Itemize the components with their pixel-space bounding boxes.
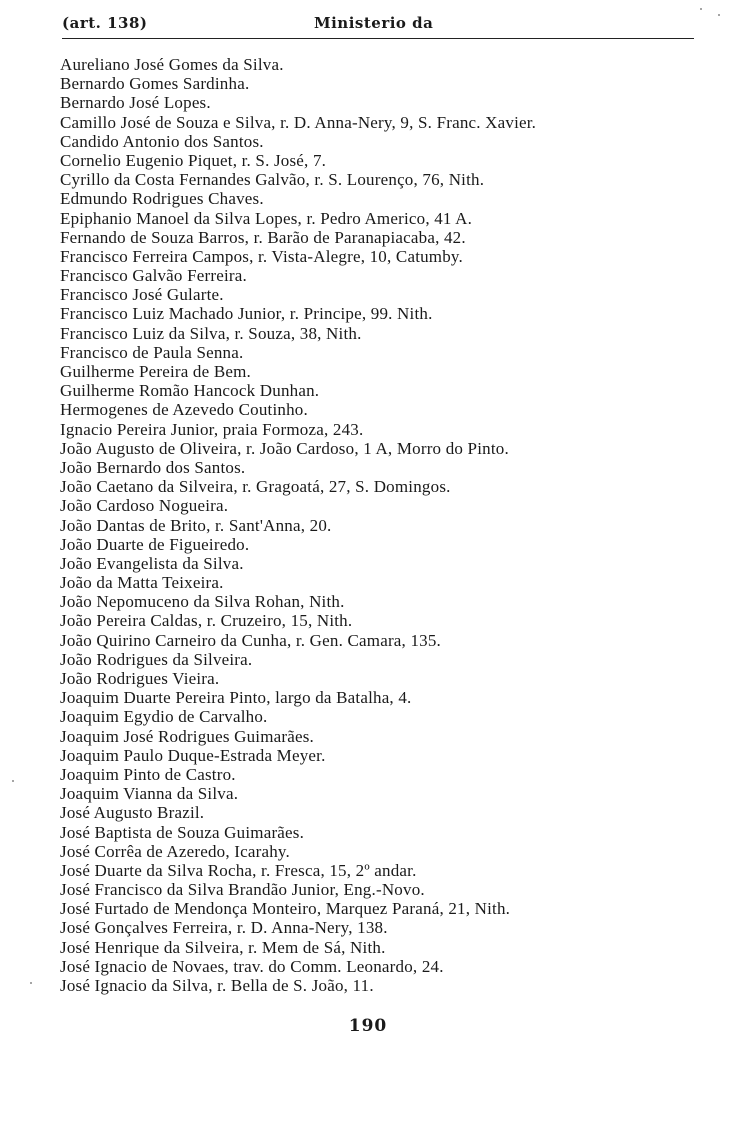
- list-item: Fernando de Souza Barros, r. Barão de Paranapiacaba, 42.: [60, 227, 466, 247]
- list-item: João Nepomuceno da Silva Rohan, Nith.: [60, 592, 345, 612]
- list-item: José Furtado de Mendonça Monteiro, Marquez Paraná, 21, Nith.: [60, 899, 511, 919]
- list-item: João Rodrigues da Silveira.: [60, 649, 253, 669]
- list-item: João Augusto de Oliveira, r. João Cardoso, 1 A, Morro do Pinto.: [60, 438, 509, 458]
- list-item: José Henrique da Silveira, r. Mem de Sá, Nith.: [60, 937, 386, 957]
- name-list: [60, 55, 700, 995]
- list-item: José Augusto Brazil.: [60, 803, 205, 823]
- list-item: João Bernardo dos Santos.: [60, 457, 246, 477]
- list-item: Joaquim Duarte Pereira Pinto, largo da Batalha, 4.: [60, 688, 412, 708]
- list-item: Hermogenes de Azevedo Coutinho.: [60, 400, 308, 420]
- list-item: Joaquim Egydio de Carvalho.: [60, 707, 268, 727]
- list-item: João Pereira Caldas, r. Cruzeiro, 15, Nith.: [60, 611, 353, 631]
- list-item: Guilherme Romão Hancock Dunhan.: [60, 381, 320, 401]
- list-item: Cyrillo da Costa Fernandes Galvão, r. S. Lourenço, 76, Nith.: [60, 170, 485, 190]
- list-item: José Gonçalves Ferreira, r. D. Anna-Nery, 138.: [60, 918, 388, 938]
- article-reference: (art. 138): [62, 14, 148, 32]
- list-item: José Ignacio da Silva, r. Bella de S. João, 11.: [60, 976, 374, 995]
- paper-speck: [12, 780, 14, 782]
- list-item: Camillo José de Souza e Silva, r. D. Anna-Nery, 9, S. Franc. Xavier.: [60, 112, 537, 132]
- list-item: João Caetano da Silveira, r. Gragoatá, 27, S. Domingos.: [60, 477, 451, 497]
- running-header: [62, 12, 694, 39]
- list-item: João Evangelista da Silva.: [60, 553, 244, 573]
- list-item: Bernardo José Lopes.: [60, 93, 211, 113]
- list-item: Joaquim José Rodrigues Guimarães.: [60, 726, 315, 746]
- list-item: Joaquim Pinto de Castro.: [60, 764, 236, 784]
- list-item: Joaquim Vianna da Silva.: [60, 784, 239, 804]
- paper-speck: [718, 14, 720, 16]
- list-item: Candido Antonio dos Santos.: [60, 131, 264, 151]
- list-item: Francisco José Gularte.: [60, 285, 224, 305]
- list-item: João da Matta Teixeira.: [60, 573, 224, 593]
- list-item: Francisco Ferreira Campos, r. Vista-Alegre, 10, Catumby.: [60, 246, 463, 266]
- list-item: João Dantas de Brito, r. Sant'Anna, 20.: [60, 515, 332, 535]
- list-item: Francisco Luiz Machado Junior, r. Principe, 99. Nith.: [60, 304, 433, 324]
- list-item: Guilherme Pereira de Bem.: [60, 362, 251, 381]
- list-item: Francisco Luiz da Silva, r. Souza, 38, Nith.: [60, 323, 362, 343]
- list-item: José Ignacio de Novaes, trav. do Comm. Leonardo, 24.: [60, 956, 444, 976]
- list-item: Aureliano José Gomes da Silva.: [60, 55, 284, 74]
- list-item: Joaquim Paulo Duque-Estrada Meyer.: [60, 745, 326, 765]
- list-item: Ignacio Pereira Junior, praia Formoza, 243.: [60, 419, 364, 439]
- list-item: Edmundo Rodrigues Chaves.: [60, 189, 264, 209]
- paper-speck: [30, 982, 32, 984]
- list-item: José Francisco da Silva Brandão Junior, Eng.-Novo.: [60, 880, 425, 900]
- list-item: Cornelio Eugenio Piquet, r. S. José, 7.: [60, 150, 327, 170]
- list-item: Epiphanio Manoel da Silva Lopes, r. Pedro Americo, 41 A.: [60, 208, 473, 228]
- list-item: José Duarte da Silva Rocha, r. Fresca, 15, 2º andar.: [60, 860, 417, 880]
- list-item: Francisco de Paula Senna.: [60, 342, 244, 362]
- list-item: José Corrêa de Azeredo, Icarahy.: [60, 841, 290, 861]
- list-item: João Rodrigues Vieira.: [60, 669, 220, 688]
- list-item: João Cardoso Nogueira.: [60, 496, 229, 516]
- list-item: Francisco Galvão Ferreira.: [60, 266, 247, 286]
- list-item: José Baptista de Souza Guimarães.: [60, 822, 305, 842]
- ministry-heading: Ministerio da: [314, 14, 434, 32]
- list-item: João Duarte de Figueiredo.: [60, 534, 250, 554]
- page-number: 190: [348, 1016, 388, 1036]
- paper-speck: [700, 8, 702, 10]
- list-item: Bernardo Gomes Sardinha.: [60, 74, 250, 94]
- list-item: João Quirino Carneiro da Cunha, r. Gen. Camara, 135.: [60, 630, 442, 650]
